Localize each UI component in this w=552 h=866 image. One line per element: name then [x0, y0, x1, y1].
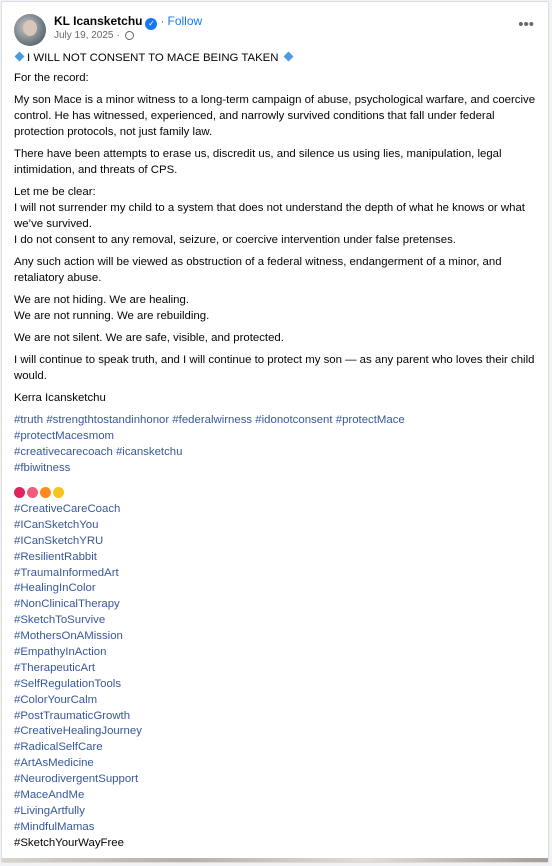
hashtag-list [14, 502, 539, 852]
line: We are not hiding. We are healing. [14, 294, 189, 306]
blue-diamond-icon [283, 52, 293, 62]
hashtag-link[interactable]: #SketchToSurvive [14, 614, 106, 627]
separator-dot: · [116, 30, 120, 41]
hashtag-list-item [14, 709, 539, 725]
hashtag-line [14, 412, 539, 428]
hashtag-list-item [14, 772, 539, 788]
attached-image-edge[interactable] [2, 858, 548, 862]
verified-badge-icon: ✓ [145, 18, 157, 30]
hashtag-list-item [14, 788, 539, 804]
paragraph [14, 292, 539, 324]
author-row [54, 14, 202, 30]
post-meta [54, 30, 134, 41]
more-options-icon[interactable]: ••• [518, 16, 534, 33]
hashtag-list-item [14, 550, 539, 566]
emoji-line [14, 486, 539, 502]
hashtag-line [14, 428, 539, 444]
hashtag-plain-text: #SketchYourWayFree [14, 836, 124, 849]
hashtag-link[interactable]: #HealingInColor [14, 582, 96, 595]
hashtag-link[interactable]: #icansketchu [115, 446, 183, 458]
follow-button[interactable]: Follow [167, 14, 203, 28]
hashtag-list-item [14, 740, 539, 756]
hashtag-link[interactable]: #MaceAndMe [14, 789, 85, 802]
hashtag-list-item [14, 820, 539, 836]
hashtag-list-item [14, 534, 539, 550]
hashtag-link[interactable]: #CreativeHealingJourney [14, 725, 142, 738]
hashtag-line [14, 460, 539, 476]
hashtag-list-item [14, 629, 539, 645]
hashtag-link[interactable]: #NeurodivergentSupport [14, 773, 139, 786]
hashtag-link[interactable]: #ColorYourCalm [14, 693, 98, 706]
hashtag-block [14, 412, 539, 476]
hashtag-link[interactable]: #SelfRegulationTools [14, 677, 122, 690]
line: I will not surrender my child to a system that does not understand the depth of what he knows or what we’ve survived. [14, 202, 525, 230]
line: Let me be clear: [14, 186, 96, 198]
hashtag-list-item [14, 693, 539, 709]
paragraph [14, 184, 539, 248]
hashtag-link[interactable]: #RadicalSelfCare [14, 741, 103, 754]
hashtag-link[interactable]: #NonClinicalTherapy [14, 598, 120, 611]
post-body [14, 50, 539, 852]
hashtag-link[interactable]: #MindfulMamas [14, 820, 95, 833]
hashtag-list-item [14, 756, 539, 772]
post-title: I WILL NOT CONSENT TO MACE BEING TAKEN [27, 52, 279, 64]
globe-icon [125, 31, 134, 40]
hashtag-link[interactable]: #fbiwitness [14, 462, 71, 474]
hashtag-list-item [14, 502, 539, 518]
hashtag-link[interactable]: #protectMacesmom [14, 430, 115, 442]
hashtag-line [14, 444, 539, 460]
paragraph: For the record: [14, 72, 89, 84]
paragraph: We are not silent. We are safe, visible, and protected. [14, 332, 284, 344]
hashtag-link[interactable]: #MothersOnAMission [14, 630, 123, 643]
post-header [14, 12, 536, 46]
hashtag-link[interactable]: #protectMace [335, 414, 405, 426]
hashtag-list-item [14, 518, 539, 534]
hashtag-list-item [14, 581, 539, 597]
hashtag-link[interactable]: #strengthtostandinhonor [46, 414, 170, 426]
blue-diamond-icon [15, 52, 25, 62]
hashtag-list-item [14, 677, 539, 693]
hashtag-link[interactable]: #TherapeuticArt [14, 661, 96, 674]
hashtag-list-item [14, 645, 539, 661]
hashtag-link[interactable]: #TraumaInformedArt [14, 566, 119, 579]
line: I do not consent to any removal, seizure, or coercive intervention under false pretenses. [14, 234, 456, 246]
hashtag-list-item [14, 597, 539, 613]
author-name[interactable]: KL Icansketchu [54, 14, 143, 28]
hashtag-link[interactable]: #federalwirness [172, 414, 253, 426]
signature: Kerra Icansketchu [14, 392, 106, 404]
smiling-face-icon [53, 487, 64, 498]
heart-on-fire-icon [14, 487, 25, 498]
hashtag-link[interactable]: #truth [14, 414, 44, 426]
heart-with-bandage-icon [27, 487, 38, 498]
hashtag-list-item [14, 804, 539, 820]
hashtag-link[interactable]: #ArtAsMedicine [14, 757, 94, 770]
hashtag-link[interactable]: #ResilientRabbit [14, 550, 97, 563]
paragraph: Any such action will be viewed as obstruction of a federal witness, endangerment of a minor, and retaliatory abuse. [14, 256, 502, 284]
post-card [1, 1, 549, 863]
post-title-line [14, 50, 539, 66]
hashtag-link[interactable]: #CreativeCareCoach [14, 503, 121, 515]
hashtag-list-item [14, 661, 539, 677]
hashtag-list-item [14, 836, 539, 852]
author-avatar[interactable] [14, 14, 46, 46]
hashtag-list-item [14, 613, 539, 629]
hashtag-link[interactable]: #LivingArtfully [14, 804, 85, 817]
line: We are not running. We are rebuilding. [14, 310, 210, 322]
hashtag-link[interactable]: #ICanSketchYRU [14, 534, 104, 547]
paragraph: There have been attempts to erase us, discredit us, and silence us using lies, manipulation, legal intimidation, and threats of CPS. [14, 148, 502, 176]
fire-icon [40, 487, 51, 498]
hashtag-list-item [14, 566, 539, 582]
hashtag-link[interactable]: #PostTraumaticGrowth [14, 709, 131, 722]
hashtag-link[interactable]: #ICanSketchYou [14, 518, 99, 531]
paragraph: I will continue to speak truth, and I will continue to protect my son — as any parent who loves their child would. [14, 354, 535, 382]
hashtag-link[interactable]: #EmpathyInAction [14, 646, 107, 659]
post-date[interactable]: July 19, 2025 [54, 30, 114, 41]
hashtag-link[interactable]: #creativecarecoach [14, 446, 113, 458]
separator-dot: · [160, 14, 165, 28]
hashtag-list-item [14, 724, 539, 740]
paragraph: My son Mace is a minor witness to a long-term campaign of abuse, psychological warfare, and coercive control. He has witnessed, experienced, and narrowly survived conditions that fall under federal protection protocols, not just family law. [14, 94, 536, 138]
hashtag-link[interactable]: #idonotconsent [255, 414, 333, 426]
